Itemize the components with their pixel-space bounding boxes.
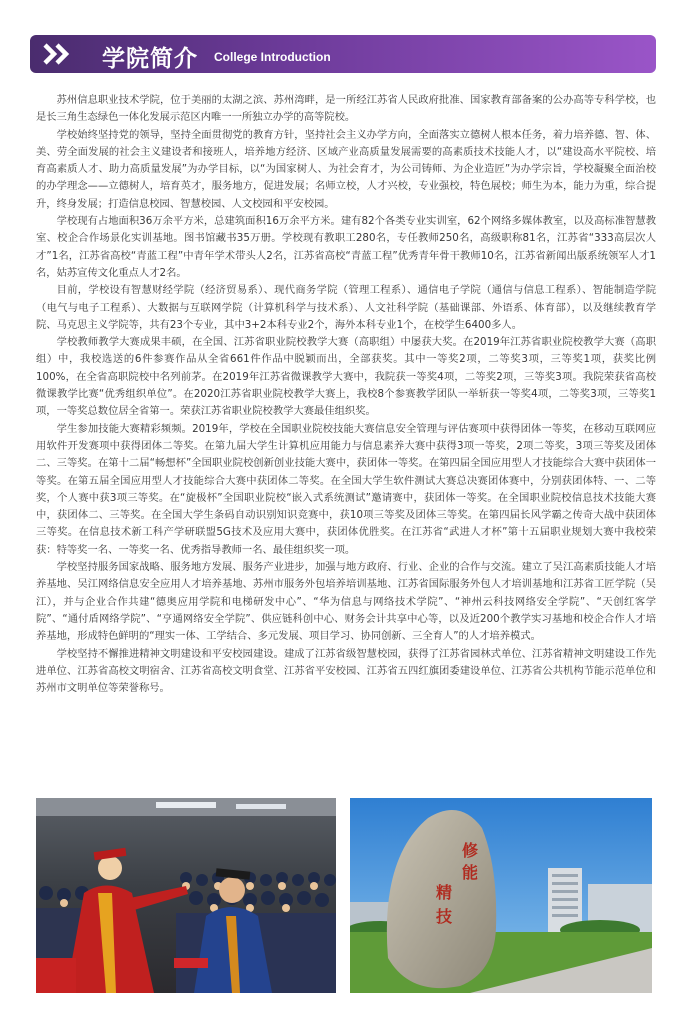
graduation-ceremony-photo — [36, 798, 336, 993]
paragraph-teaching-awards: 学校教师教学大赛成果丰硕，在全国、江苏省职业院校教学大赛（高职组）中屡获大奖。在2019年江苏省职业院校教学大赛（高职组）中，我校选送的6件参赛作品从全省661件作品中脱颖而出，全部获奖。其中一等奖2项，二等奖3项，三等奖1项，获奖比例100%，在全省高职院校中名列前茅。在2019年江苏省微课教学大赛中，我院获一等奖4项，二等奖2项，三等奖3项。我院荣获省高校微课教学比赛“优秀组织单位”。在2020江苏省职业院校教学大赛上，我校8个参赛教学团队一举斩获一等奖4项，二等奖3项，三等奖1项，一等奖总数位居全省第一。荣获江苏省职业院校教学大赛最佳组织奖。 — [36, 336, 656, 418]
paragraph-facilities: 学校现有占地面积36万余平方米，总建筑面积16万余平方米。建有82个各类专业实训室，62个网络多媒体教室，以及高标准智慧教室、校企合作场景化实训基地。图书馆藏书35万册。学校现有教职工280名，专任教师250名，高级职称81名，江苏省“333高层次人才”1名，江苏省高校“青蓝工程”中青年学术带头人2名，江苏省高校“青蓝工程”优秀青年骨干教师10名，江苏省新闻出版系统领军人才1名，姑苏宣传文化重点人才2名。 — [36, 215, 656, 279]
paragraph-partnerships: 学校坚持服务国家战略、服务地方发展、服务产业进步，加强与地方政府、行业、企业的合作与交流。建立了吴江高素质技能人才培养基地、吴江网络信息安全应用人才培养基地、苏州市服务外包培养培训基地、江苏省国际服务外包人才培训基地和江苏省工匠学院（吴江），并与企业合作共建“德奥应用学院和电梯研发中心”、“华为信息与网络技术学院”、“神州云科技网络安全学院”、“天创红客学院”、“通付盾网络学院”、“亨通网络安全学院”、供应链科创中心、财务会计共享中心等，以及近200个教学实习基地和校企合作人才培养基地，形成特色鲜明的“理实一体、工学结合、多元发展、项目学习、协同创新、三全育人”的人才培养模式。 — [36, 561, 656, 643]
campus-stone-photo — [350, 798, 652, 993]
svg-text:能: 能 — [462, 863, 479, 882]
double-chevron-right-icon — [42, 43, 76, 65]
paragraph-departments: 目前，学校设有智慧财经学院（经济贸易系）、现代商务学院（管理工程系）、通信电子学院（通信与信息工程系）、智能制造学院（电气与电子工程系）、大数据与互联网学院（计算机科学与技术系）、人文社科学院（基础课部、外语系、体育部），以及继续教育学院、马克思主义学院等，共有23个专业，其中3+2本科专业2个，海外本科专业1个，在校学生6400多人。 — [36, 284, 656, 331]
paragraph-student-awards: 学生参加技能大赛精彩频频。2019年，学校在全国职业院校技能大赛信息安全管理与评估赛项中获得团体一等奖，在移动互联网应用软件开发赛项中获得团体二等奖。在第九届大学生计算机应用能力与信息素养大赛中获得3项一等奖，2项二等奖，3项三等奖及团体二、三等奖。在第十二届“畅想杯”全国职业院校创新创业技能大赛中，获团体一等奖。在第四届全国应用型人才技能综合大赛中获团体一等奖。在第五届全国应用型人才技能综合大赛中获团体二等奖。在全国大学生软件测试大赛总决赛团体赛中，分别获团体特、一、二等奖，个人赛中获3项三等奖。在“旋极杯”全国职业院校“嵌入式系统测试”邀请赛中，获团体一等奖。在全国职业院校信息技术技能大赛中，获团体二、三等奖。在全国大学生条码自动识别知识竞赛中，获10项三等奖及团体三等奖。在第四届长风学霸之传奇大战中获团体三等奖。在信息技术新工科产学研联盟5G技术及应用大赛中，获团体优胜奖。在江苏省“武进人才杯”第十五届职业规划大赛中我校荣获：特等奖一名、一等奖一名、优秀指导教师一名、最佳组织奖一项。 — [36, 422, 656, 556]
svg-text:修: 修 — [462, 841, 479, 860]
section-title: 学院简介 — [102, 46, 198, 72]
introduction-text — [36, 92, 656, 697]
svg-text:技: 技 — [436, 907, 453, 926]
section-subtitle-en: College Introduction — [214, 50, 331, 64]
paragraph-location: 苏州信息职业技术学院，位于美丽的太湖之滨、苏州湾畔，是一所经江苏省人民政府批准、国家教育部备案的公办高等专科学校，也是长三角生态绿色一体化发展示范区内唯一一所独立办学的高等院校。 — [36, 94, 656, 124]
paragraph-honors: 学校坚持不懈推进精神文明建设和平安校园建设。建成了江苏省级智慧校园，获得了江苏省园林式单位、江苏省精神文明建设工作先进单位、江苏省高校文明宿舍、江苏省高校文明食堂、江苏省平安校园、江苏省五四红旗团委建设单位、江苏省公共机构节能示范单位和苏州市文明单位等荣誉称号。 — [36, 647, 656, 695]
section-banner — [30, 35, 656, 73]
svg-text:精: 精 — [436, 883, 453, 902]
paragraph-mission: 学校始终坚持党的领导，坚持全面贯彻党的教育方针，坚持社会主义办学方向，全面落实立德树人根本任务，着力培养德、智、体、美、劳全面发展的社会主义建设者和接班人，培养地方经济、区域产业高质量发展需要的高素质技术技能人才，以“建设高水平院校、培育高素质人才、助力高质量发展”为办学目标，以“为国家树人、为社会育才，为公司铸师、为企业造匠”为办学宗旨，学校凝聚全面治校的办学理念——立德树人，培育英才，服务地方，促进发展；名师立校，人才兴校，专业强校，特色展校；师生为本，能力为重，综合提升，终身发展；打造信息校园、智慧校园、人文校园和平安校园。 — [36, 128, 656, 210]
